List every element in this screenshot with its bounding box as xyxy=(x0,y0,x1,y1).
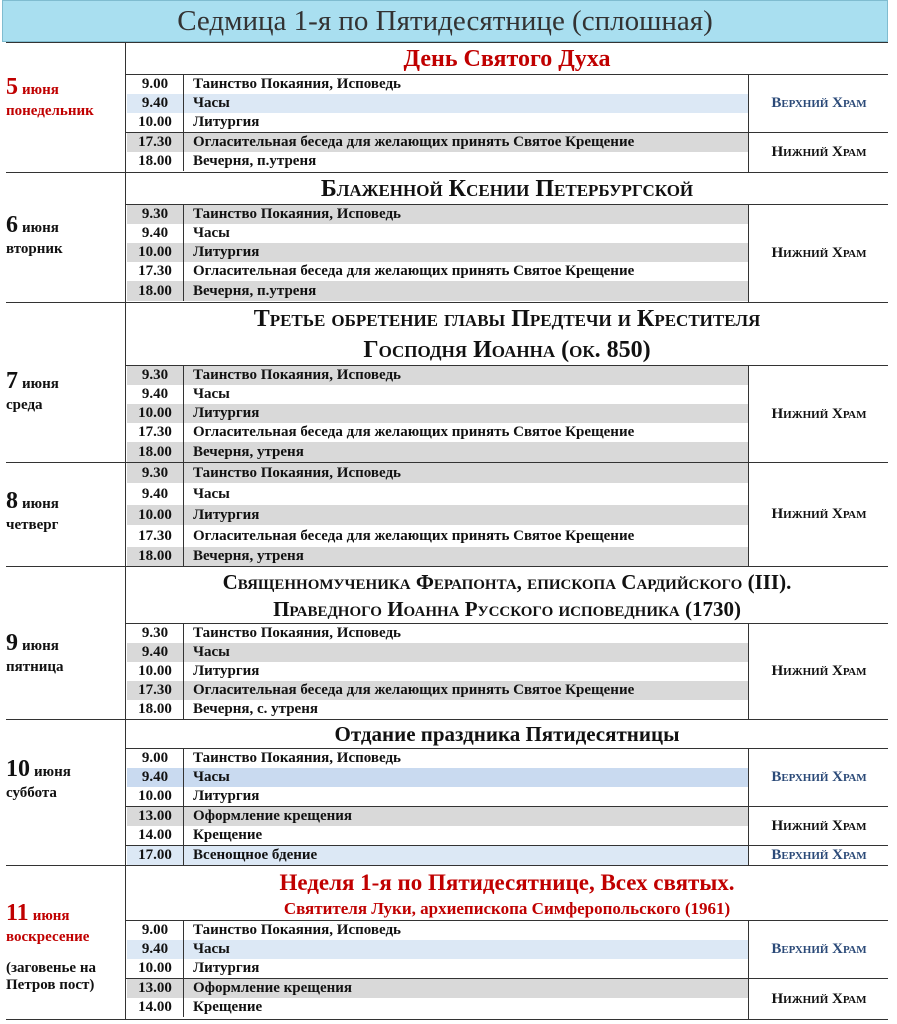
service-row: 18.00 Вечерня, п.утреня xyxy=(138,153,317,169)
service-row: 18.00 Вечерня, утреня xyxy=(127,547,748,566)
service-row: 9.30 Таинство Покаяния, Исповедь xyxy=(127,463,748,483)
day-month: июня xyxy=(22,376,59,392)
day-weekday: воскресение xyxy=(6,929,90,945)
service-row: 17.30 Огласительная беседа для желающих принять Святое Крещение xyxy=(127,681,748,700)
day-weekday: пятница xyxy=(6,659,64,675)
service-row: 9.00 Таинство Покаяния, Исповедь xyxy=(141,750,401,766)
service-row: 9.40 Часы xyxy=(127,94,748,113)
day-separator xyxy=(6,719,888,720)
service-row: 9.30 Таинство Покаяния, Исповедь xyxy=(127,366,748,385)
service-row: 9.00 Таинство Покаяния, Исповедь xyxy=(141,922,401,938)
service-row: 9.40 Часы xyxy=(127,643,748,662)
day-title: Неделя 1-я по Пятидесятнице, Всех святых. xyxy=(279,870,735,895)
temple-label: Нижний Храм xyxy=(748,366,889,462)
day-number: 10 xyxy=(6,756,30,782)
service-row: 10.00 Литургия xyxy=(138,663,260,679)
day-month: июня xyxy=(32,908,70,924)
day-weekday: среда xyxy=(6,397,43,413)
day-month: июня xyxy=(34,764,71,780)
service-row: 9.40 Часы xyxy=(141,386,230,402)
day-number: 5 xyxy=(6,74,18,100)
service-row: 9.40 Часы xyxy=(127,940,748,959)
day-date xyxy=(6,756,121,802)
day-subtitle: Святителя Луки, архиепископа Симферопольского (1961) xyxy=(283,899,731,918)
column-divider xyxy=(125,462,126,566)
service-row: 10.00 Литургия xyxy=(127,404,748,423)
temple-label: Нижний Храм xyxy=(748,463,889,566)
day-month: июня xyxy=(22,496,59,512)
service-row: 13.00 Оформление крещения xyxy=(127,979,748,998)
service-row: 17.30 Огласительная беседа для желающих принять Святое Крещение xyxy=(127,525,748,547)
day-number: 6 xyxy=(6,212,18,238)
day-number: 11 xyxy=(6,900,29,926)
day-date xyxy=(6,630,121,676)
service-row: 17.30 Огласительная беседа для желающих принять Святое Крещение xyxy=(138,263,635,279)
service-row: 9.30 Таинство Покаяния, Исповедь xyxy=(141,625,401,641)
day-number: 8 xyxy=(6,488,18,514)
temple-label: Нижний Храм xyxy=(748,205,889,302)
service-row: 13.00 Оформление крещения xyxy=(127,807,748,826)
temple-label: Нижний Храм xyxy=(748,807,889,845)
day-title: Отдание праздника Пятидесятницы xyxy=(334,722,680,746)
service-row: 10.00 Литургия xyxy=(127,243,748,262)
service-row: 18.00 Вечерня, с. утреня xyxy=(138,701,318,717)
day-title: Третье обретение главы Предтечи и Крестителя xyxy=(253,306,761,332)
service-row: 9.40 Часы xyxy=(127,768,748,787)
temple-label: Верхний Храм xyxy=(748,921,889,978)
day-separator xyxy=(6,566,888,567)
service-row: 9.40 Часы xyxy=(141,225,230,241)
day-weekday: суббота xyxy=(6,785,57,801)
day-date xyxy=(6,74,121,120)
service-row: 9.30 Таинство Покаяния, Исповедь xyxy=(127,205,748,224)
day-subtitle: Господня Иоанна (ок. 850) xyxy=(363,337,651,363)
service-row: 9.00 Таинство Покаяния, Исповедь xyxy=(141,76,401,92)
service-row: 10.00 Литургия xyxy=(138,960,260,976)
service-row: 18.00 Вечерня, утреня xyxy=(127,442,748,462)
page-title: Седмица 1-я по Пятидесятнице (сплошная) xyxy=(2,0,888,42)
day-separator xyxy=(6,42,888,43)
temple-label: Верхний Храм xyxy=(748,75,889,132)
day-note: (заговенье на Петров пост) xyxy=(6,960,96,993)
service-row: 9.40 Часы xyxy=(127,483,748,505)
temple-label: Нижний Храм xyxy=(748,133,889,172)
temple-label: Нижний Храм xyxy=(748,979,889,1019)
day-weekday: понедельник xyxy=(6,103,94,119)
service-row: 18.00 Вечерня, п.утреня xyxy=(127,281,748,301)
day-separator xyxy=(6,1019,888,1020)
day-weekday: четверг xyxy=(6,517,59,533)
day-number: 7 xyxy=(6,368,18,394)
day-date xyxy=(6,900,121,994)
day-separator xyxy=(6,865,888,866)
service-row: 17.30 Огласительная беседа для желающих принять Святое Крещение xyxy=(138,424,635,440)
day-number: 9 xyxy=(6,630,18,656)
service-row: 10.00 Литургия xyxy=(138,114,260,130)
day-separator xyxy=(6,172,888,173)
service-row: 17.00 Всенощное бдение xyxy=(127,846,748,865)
service-row: 14.00 Крещение xyxy=(138,999,263,1015)
day-month: июня xyxy=(22,82,59,98)
temple-label: Верхний Храм xyxy=(748,749,889,806)
day-month: июня xyxy=(22,638,59,654)
day-weekday: вторник xyxy=(6,241,63,257)
service-row: 17.30 Огласительная беседа для желающих принять Святое Крещение xyxy=(127,133,748,152)
temple-label: Нижний Храм xyxy=(748,624,889,719)
day-date xyxy=(6,488,121,534)
temple-label: Верхний Храм xyxy=(748,846,889,865)
day-date xyxy=(6,368,121,414)
day-title: День Святого Духа xyxy=(403,46,611,72)
day-subtitle: Праведного Иоанна Русского исповедника (1730) xyxy=(273,597,741,621)
day-title: Священномученика Ферапонта, епископа Сардийского (III). xyxy=(222,570,792,594)
day-separator xyxy=(6,302,888,303)
service-row: 14.00 Крещение xyxy=(138,827,263,843)
service-row: 10.00 Литургия xyxy=(138,788,260,804)
day-month: июня xyxy=(22,220,59,236)
day-title: Блаженной Ксении Петербургской xyxy=(320,176,694,202)
day-date xyxy=(6,212,121,258)
service-row: 10.00 Литургия xyxy=(127,505,748,525)
